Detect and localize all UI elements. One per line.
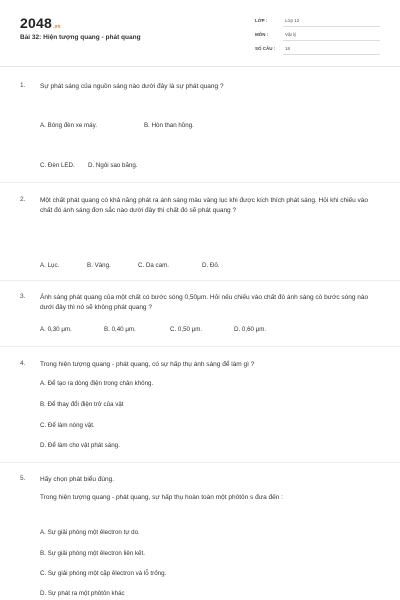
option-c[interactable]: C. Da cam. [138,262,169,269]
meta-underline [283,40,380,41]
meta-class-value: Lớp 12 [285,18,300,23]
meta-count [255,46,380,56]
option-d[interactable]: D. Để làm cho vật phát sáng. [40,442,120,449]
option-a[interactable]: A. Sự giải phóng một êlectron tự do. [40,529,140,536]
option-d[interactable]: D. Sự phát ra một phôtôn khác [40,590,125,597]
option-d[interactable]: D. Đỏ. [202,262,220,269]
meta-underline [283,54,380,55]
question-text: Trong hiện tượng quang - phát quang, có sự hấp thụ ánh sáng để làm gì ? [40,361,255,368]
question-text-continued: Trong hiện tượng quang - phát quang, sự hấp thụ hoàn toàn một phôtôn s đưa đến : [40,494,283,501]
question-number: 3. [20,293,26,300]
question-divider [0,462,400,463]
option-c[interactable]: C. 0,50 μm. [170,326,203,333]
question-divider [0,346,400,347]
question-divider [0,280,400,281]
option-b[interactable]: B. Hòn than hồng. [144,122,194,129]
meta-count-label: SỐ CÂU : [255,46,276,51]
option-d[interactable]: D. Ngôi sao băng. [88,162,138,169]
option-c[interactable]: C. Đèn LED. [40,162,75,169]
meta-subject-label: MÔN : [255,32,269,37]
question-number: 5. [20,475,26,482]
logo-suffix: .vn [52,24,61,30]
option-a[interactable]: A. Để tạo ra dòng điện trong chân không. [40,380,154,387]
option-b[interactable]: B. Sự giải phóng một êlectron liên kết. [40,550,145,557]
option-a[interactable]: A. Lục. [40,262,60,269]
meta-class [255,18,380,28]
question-divider [0,182,400,183]
meta-subject [255,32,380,42]
lesson-title: Bài 32: Hiện tượng quang - phát quang [20,34,141,41]
option-a[interactable]: A. Bóng đèn xe máy. [40,122,97,129]
option-c[interactable]: C. Sự giải phóng một cặp êlectron và lỗ trống. [40,570,167,577]
option-a[interactable]: A. 0,30 μm. [40,326,72,333]
header-divider [0,66,400,67]
meta-count-value: 18 [285,46,291,51]
option-d[interactable]: D. 0,60 μm. [234,326,267,333]
question-text: Sự phát sáng của nguồn sáng nào dưới đây là sự phát quang ? [40,83,224,90]
option-b[interactable]: B. Vàng. [87,262,111,269]
site-logo[interactable] [20,15,61,31]
option-c[interactable]: C. Để làm nóng vật. [40,422,95,429]
question-text: Một chất phát quang có khả năng phát ra ánh sáng màu vàng lục khi được kích thích phát sáng. Hỏi khi chiếu vào chất đó ánh sáng đơn sắc nào dưới đây thì chất đó sẽ phát quang ? [40,197,369,214]
question-number: 4. [20,360,26,367]
question-number: 1. [20,82,26,89]
meta-class-label: LỚP : [255,18,268,23]
document-header [0,0,400,66]
meta-subject-value: Vật lý [285,32,297,37]
option-b[interactable]: B. Để thay đổi điện trở của vật [40,401,124,408]
question-text: Ánh sáng phát quang của một chất có bước sóng 0,50μm. Hỏi nếu chiếu vào chất đó ánh sáng có bước sóng nào dưới đây thì nó sẽ không phát quang ? [40,294,369,311]
question-text: Hãy chọn phát biểu đúng. [40,476,115,483]
question-number: 2. [20,196,26,203]
option-b[interactable]: B. 0,40 μm. [104,326,136,333]
meta-underline [283,26,380,27]
logo-main: 2048 [20,15,52,31]
